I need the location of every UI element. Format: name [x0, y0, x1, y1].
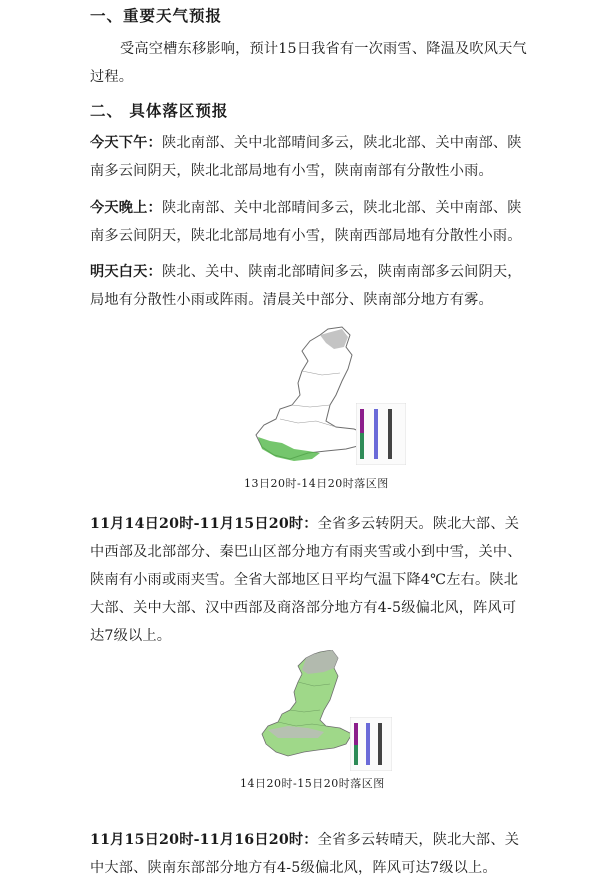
period3-label: 11月15日20时-11月16日20时：: [90, 832, 318, 848]
section1-text: 受高空槽东移影响，预计15日我省有一次雨雪、降温及吹风天气过程。: [90, 41, 527, 85]
forecast-tomorrow: [90, 258, 530, 314]
forecast-evening: [90, 194, 530, 250]
map1-caption: 13日20时-14日20时落区图: [244, 477, 389, 490]
forecast-afternoon-text: 陕北南部、关中北部晴间多云，陕北北部、关中南部、陕南多云间阴天，陕北北部局地有小雪，陕南南部有分散性小雨。: [90, 135, 522, 179]
forecast-period-3: [90, 826, 530, 882]
map-legend-2: [350, 717, 392, 771]
forecast-afternoon: [90, 129, 530, 185]
forecast-tomorrow-text: 陕北、关中、陕南北部晴间多云，陕南南部多云间阴天，局地有分散性小雨或阵雨。清晨关中部分、陕南部分地方有雾。: [90, 264, 522, 308]
map-legend-1: [356, 403, 406, 465]
period2-label: 11月14日20时-11月15日20时：: [90, 516, 318, 532]
section1-heading: 一、重要天气预报: [90, 7, 223, 25]
forecast-afternoon-label: 今天下午：: [90, 135, 162, 151]
forecast-evening-text: 陕北南部、关中北部晴间多云，陕北北部、关中南部、陕南多云间阴天，陕北北部局地有小雪，陕南西部局地有分散性小雨。: [90, 200, 522, 244]
forecast-evening-label: 今天晚上：: [90, 200, 162, 216]
forecast-tomorrow-label: 明天白天：: [90, 264, 162, 280]
forecast-period-2: [90, 510, 530, 650]
section2-heading: 二、 具体落区预报: [90, 102, 229, 120]
period3-text: 全省多云转晴天，陕北大部、关中大部、陕南东部部分地方有4-5级偏北风，阵风可达7级以上。: [90, 832, 520, 876]
period2-text: 全省多云转阴天。陕北大部、关中西部及北部部分、秦巴山区部分地方有雨夹雪或小到中雪，关中、陕南有小雨或雨夹雪。全省大部地区日平均气温下降4℃左右。陕北大部、关中大部、汉中西部及商洛部分地方有4-5级偏北风，阵风可达7级以上。: [90, 516, 522, 644]
map2-caption: 14日20时-15日20时落区图: [240, 777, 385, 790]
shaanxi-outline-1: [256, 327, 368, 459]
